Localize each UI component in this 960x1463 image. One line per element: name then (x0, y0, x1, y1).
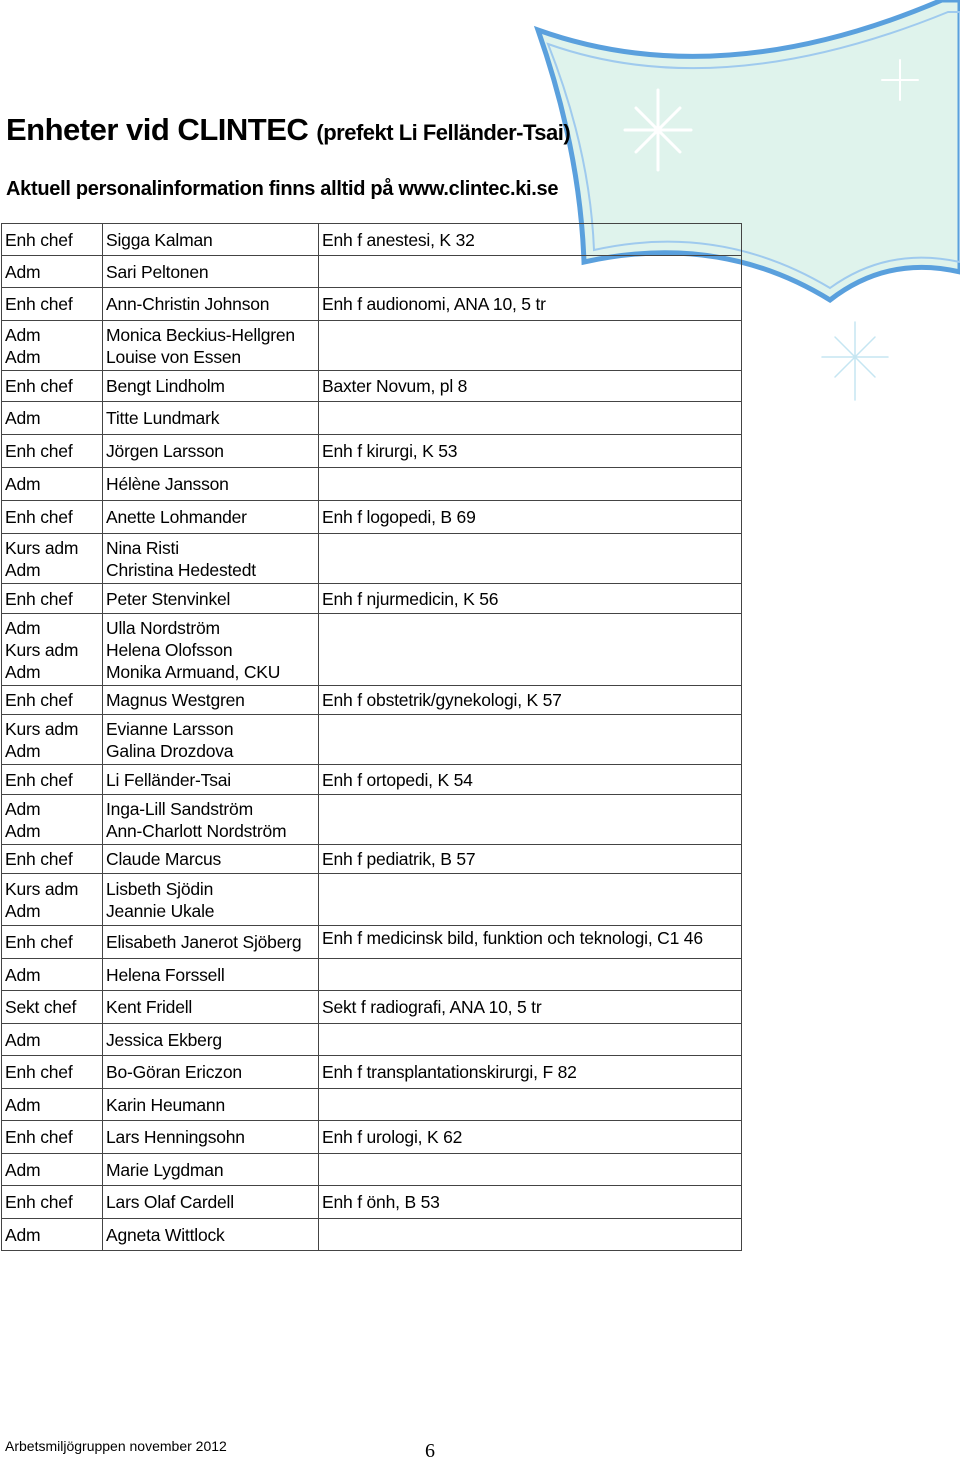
staff-role: Adm (5, 798, 41, 819)
staff-name: Nina Risti (106, 537, 179, 558)
staff-roles (2, 715, 103, 765)
staff-names (103, 614, 319, 686)
unit-name: Enh f önh, B 53 (319, 1186, 742, 1219)
empty-cell (319, 402, 742, 435)
unit-head-row (2, 845, 742, 874)
unit-name: Baxter Novum, pl 8 (319, 371, 742, 402)
staff-name: Ann-Charlott Nordström (106, 820, 287, 841)
head-name: Jörgen Larsson (103, 435, 319, 468)
staff-role: Adm (5, 559, 41, 580)
title-subtitle: (prefekt Li Felländer-Tsai) (316, 120, 571, 145)
staff-name: Titte Lundmark (103, 402, 319, 435)
head-name: Anette Lohmander (103, 501, 319, 534)
head-role: Enh chef (2, 1121, 103, 1154)
staff-roles (2, 874, 103, 926)
staff-name: Monika Armuand, CKU (106, 661, 281, 682)
empty-cell (319, 1154, 742, 1186)
unit-head-row (2, 435, 742, 468)
staff-name: Louise von Essen (106, 346, 241, 367)
unit-name: Enh f anestesi, K 32 (319, 224, 742, 256)
staff-role: Adm (2, 1154, 103, 1186)
head-name: Lars Henningsohn (103, 1121, 319, 1154)
staff-name: Sari Peltonen (103, 256, 319, 288)
head-role: Enh chef (2, 501, 103, 534)
staff-names (103, 534, 319, 584)
unit-name: Enh f urologi, K 62 (319, 1121, 742, 1154)
unit-staff-row (2, 715, 742, 765)
staff-role: Adm (2, 1219, 103, 1251)
unit-head-row (2, 991, 742, 1024)
staff-name: Jessica Ekberg (103, 1024, 319, 1056)
staff-roles (2, 534, 103, 584)
unit-staff-row (2, 1154, 742, 1186)
staff-role: Adm (2, 1089, 103, 1121)
empty-cell (319, 715, 742, 765)
staff-role: Adm (2, 256, 103, 288)
page-title (6, 112, 570, 148)
unit-name: Enh f transplantationskirurgi, F 82 (319, 1056, 742, 1089)
staff-names (103, 321, 319, 371)
unit-staff-row (2, 959, 742, 991)
head-role: Enh chef (2, 1056, 103, 1089)
empty-cell (319, 1089, 742, 1121)
unit-head-row (2, 501, 742, 534)
staff-role: Adm (2, 468, 103, 501)
staff-name: Karin Heumann (103, 1089, 319, 1121)
staff-roles (2, 614, 103, 686)
head-name: Bo-Göran Ericzon (103, 1056, 319, 1089)
unit-staff-row (2, 321, 742, 371)
page-number: 6 (425, 1440, 435, 1462)
unit-head-row (2, 1056, 742, 1089)
staff-role: Adm (5, 820, 41, 841)
staff-role: Kurs adm (5, 639, 79, 660)
staff-names (103, 874, 319, 926)
staff-name: Inga-Lill Sandström (106, 798, 253, 819)
unit-staff-row (2, 468, 742, 501)
unit-staff-row (2, 256, 742, 288)
empty-cell (319, 256, 742, 288)
empty-cell (319, 959, 742, 991)
unit-name: Enh f logopedi, B 69 (319, 501, 742, 534)
empty-cell (319, 874, 742, 926)
head-role: Enh chef (2, 845, 103, 874)
sparkle-icon-outline (822, 322, 888, 400)
staff-name: Monica Beckius-Hellgren (106, 324, 295, 345)
staff-name: Christina Hedestedt (106, 559, 256, 580)
staff-names (103, 795, 319, 845)
unit-staff-row (2, 1089, 742, 1121)
unit-staff-row (2, 795, 742, 845)
unit-name: Sekt f radiografi, ANA 10, 5 tr (319, 991, 742, 1024)
unit-head-row (2, 686, 742, 715)
unit-head-row (2, 584, 742, 614)
staff-name: Evianne Larsson (106, 718, 234, 739)
empty-cell (319, 321, 742, 371)
unit-staff-row (2, 874, 742, 926)
staff-role: Adm (2, 1024, 103, 1056)
staff-name: Jeannie Ukale (106, 900, 215, 921)
head-role: Enh chef (2, 765, 103, 795)
head-name: Kent Fridell (103, 991, 319, 1024)
head-role: Enh chef (2, 1186, 103, 1219)
head-role: Enh chef (2, 686, 103, 715)
empty-cell (319, 1024, 742, 1056)
unit-staff-row (2, 1219, 742, 1251)
head-name: Lars Olaf Cardell (103, 1186, 319, 1219)
staff-role: Adm (5, 346, 41, 367)
head-name: Claude Marcus (103, 845, 319, 874)
staff-role: Adm (5, 740, 41, 761)
unit-name: Enh f obstetrik/gynekologi, K 57 (319, 686, 742, 715)
head-role: Enh chef (2, 288, 103, 321)
unit-head-row (2, 288, 742, 321)
head-role: Enh chef (2, 584, 103, 614)
staff-role: Adm (2, 959, 103, 991)
unit-name: Enh f medicinsk bild, funktion och teknologi, C1 46 (319, 926, 742, 959)
empty-cell (319, 468, 742, 501)
unit-head-row (2, 1121, 742, 1154)
unit-staff-row (2, 534, 742, 584)
head-name: Ann-Christin Johnson (103, 288, 319, 321)
unit-staff-row (2, 402, 742, 435)
staff-name: Ulla Nordström (106, 617, 220, 638)
staff-role: Adm (5, 900, 41, 921)
empty-cell (319, 795, 742, 845)
head-role: Enh chef (2, 926, 103, 959)
unit-name: Enh f njurmedicin, K 56 (319, 584, 742, 614)
empty-cell (319, 614, 742, 686)
staff-name: Helena Forssell (103, 959, 319, 991)
staff-names (103, 715, 319, 765)
unit-head-row (2, 224, 742, 256)
staff-role: Adm (2, 402, 103, 435)
unit-name: Enh f pediatrik, B 57 (319, 845, 742, 874)
unit-staff-row (2, 614, 742, 686)
staff-role: Adm (5, 617, 41, 638)
head-name: Sigga Kalman (103, 224, 319, 256)
staff-role: Kurs adm (5, 537, 79, 558)
head-role: Enh chef (2, 371, 103, 402)
empty-cell (319, 1219, 742, 1251)
unit-head-row (2, 765, 742, 795)
unit-head-row (2, 926, 742, 959)
head-name: Bengt Lindholm (103, 371, 319, 402)
empty-cell (319, 534, 742, 584)
head-name: Elisabeth Janerot Sjöberg (103, 926, 319, 959)
staff-name: Agneta Wittlock (103, 1219, 319, 1251)
staff-roles (2, 795, 103, 845)
unit-name: Enh f ortopedi, K 54 (319, 765, 742, 795)
staff-role: Adm (5, 324, 41, 345)
head-role: Enh chef (2, 224, 103, 256)
staff-role: Adm (5, 661, 41, 682)
staff-role: Kurs adm (5, 878, 79, 899)
head-role: Sekt chef (2, 991, 103, 1024)
staff-name: Galina Drozdova (106, 740, 234, 761)
unit-head-row (2, 371, 742, 402)
staff-roles (2, 321, 103, 371)
head-role: Enh chef (2, 435, 103, 468)
units-table (1, 223, 742, 1251)
staff-name: Helena Olofsson (106, 639, 233, 660)
staff-name: Hélène Jansson (103, 468, 319, 501)
unit-name: Enh f kirurgi, K 53 (319, 435, 742, 468)
footer-text: Arbetsmiljögruppen november 2012 (5, 1438, 227, 1454)
head-name: Magnus Westgren (103, 686, 319, 715)
head-name: Li Felländer-Tsai (103, 765, 319, 795)
head-name: Peter Stenvinkel (103, 584, 319, 614)
staff-name: Lisbeth Sjödin (106, 878, 214, 899)
page-subtitle: Aktuell personalinformation finns alltid på www.clintec.ki.se (6, 178, 559, 200)
unit-staff-row (2, 1024, 742, 1056)
staff-role: Kurs adm (5, 718, 79, 739)
title-main: Enheter vid CLINTEC (6, 112, 309, 147)
unit-head-row (2, 1186, 742, 1219)
unit-name: Enh f audionomi, ANA 10, 5 tr (319, 288, 742, 321)
staff-name: Marie Lygdman (103, 1154, 319, 1186)
